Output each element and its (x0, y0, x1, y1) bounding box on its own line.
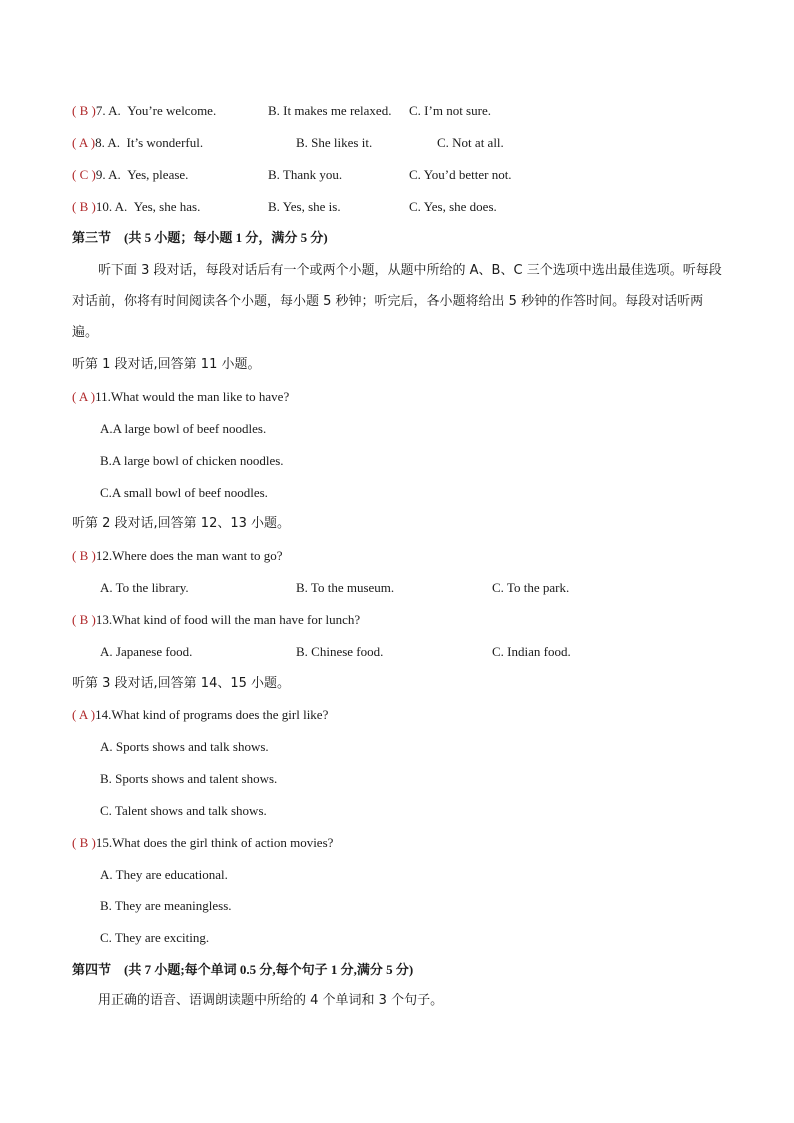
question-14 (72, 706, 328, 724)
question-15 (72, 834, 333, 852)
question-11-option-c: C.A small bowl of beef noodles. (100, 485, 268, 500)
question-15-option-b: B. They are meaningless. (100, 898, 232, 913)
question-13-option-a: A. Japanese food. (100, 644, 193, 659)
question-14-option-b: B. Sports shows and talent shows. (100, 771, 278, 786)
question-13-stem: 13.What kind of food will the man have for lunch? (95, 612, 361, 627)
dialog-1-label: 听第 1 段对话,回答第 11 小题。 (72, 357, 261, 372)
answer-11: ( A ) (72, 389, 96, 404)
question-7-num: 7. A. (95, 103, 121, 118)
question-10-option-a: Yes, she has. (133, 199, 201, 214)
question-9-option-a: Yes, please. (127, 167, 189, 182)
question-14-stem: 14.What kind of programs does the girl like? (95, 707, 329, 722)
question-10-num: 10. A. (95, 199, 128, 214)
question-7-option-b: B. It makes me relaxed. (268, 103, 392, 118)
question-15-option-c: C. They are exciting. (100, 930, 210, 945)
question-8-option-b: B. She likes it. (296, 135, 373, 150)
question-14-option-c: C. Talent shows and talk shows. (100, 803, 267, 818)
question-12-option-c: C. To the park. (492, 580, 570, 595)
question-9-option-b: B. Thank you. (268, 167, 343, 182)
question-9 (72, 166, 188, 184)
question-13 (72, 611, 360, 629)
question-7 (72, 102, 216, 120)
question-11 (72, 388, 289, 406)
question-13-option-b: B. Chinese food. (296, 644, 384, 659)
question-8-option-c: C. Not at all. (437, 135, 504, 150)
question-14-option-a: A. Sports shows and talk shows. (100, 739, 269, 754)
question-9-option-c: C. You’d better not. (409, 167, 512, 182)
section-3-instructions: 听下面 3 段对话，每段对话后有一个或两个小题，从题中所给的 A、B、C 三个选项中选出最佳选项。听每段对话前，你将有时间阅读各个小题，每小题 5 秒钟；听完后，各小题将给出 5 秒钟的作答时间。每段对话听两遍。 (72, 263, 722, 340)
question-10-option-c: C. Yes, she does. (409, 199, 497, 214)
question-8 (72, 134, 203, 152)
question-7-option-c: C. I’m not sure. (409, 103, 491, 118)
answer-7: ( B ) (72, 103, 96, 118)
question-7-option-a: You’re welcome. (127, 103, 217, 118)
question-11-stem: 11.What would the man like to have? (95, 389, 290, 404)
question-13-option-c: C. Indian food. (492, 644, 571, 659)
question-11-option-b: B.A large bowl of chicken noodles. (100, 453, 284, 468)
question-10-option-b: B. Yes, she is. (268, 199, 341, 214)
question-12-stem: 12.Where does the man want to go? (95, 548, 283, 563)
section-4-instructions: 用正确的语音、语调朗读题中所给的 4 个单词和 3 个句子。 (98, 993, 444, 1008)
question-10 (72, 198, 200, 216)
answer-10: ( B ) (72, 199, 96, 214)
answer-9: ( C ) (72, 167, 96, 182)
question-12-option-a: A. To the library. (100, 580, 189, 595)
section-3-heading: 第三节 (共 5 小题；每小题 1 分，满分 5 分) (72, 230, 328, 245)
question-9-num: 9. A. (95, 167, 121, 182)
question-8-num: 8. A. (95, 135, 121, 150)
answer-15: ( B ) (72, 835, 96, 850)
question-8-option-a: It’s wonderful. (126, 135, 204, 150)
question-15-option-a: A. They are educational. (100, 867, 228, 882)
question-11-option-a: A.A large bowl of beef noodles. (100, 421, 267, 436)
section-4-heading: 第四节 (共 7 小题;每个单词 0.5 分,每个句子 1 分,满分 5 分) (72, 962, 414, 977)
question-12-option-b: B. To the museum. (296, 580, 395, 595)
answer-14: ( A ) (72, 707, 96, 722)
answer-13: ( B ) (72, 612, 96, 627)
answer-12: ( B ) (72, 548, 96, 563)
answer-8: ( A ) (72, 135, 96, 150)
question-12 (72, 547, 282, 565)
dialog-3-label: 听第 3 段对话,回答第 14、15 小题。 (72, 676, 291, 691)
dialog-2-label: 听第 2 段对话,回答第 12、13 小题。 (72, 516, 291, 531)
question-15-stem: 15.What does the girl think of action movies? (95, 835, 334, 850)
